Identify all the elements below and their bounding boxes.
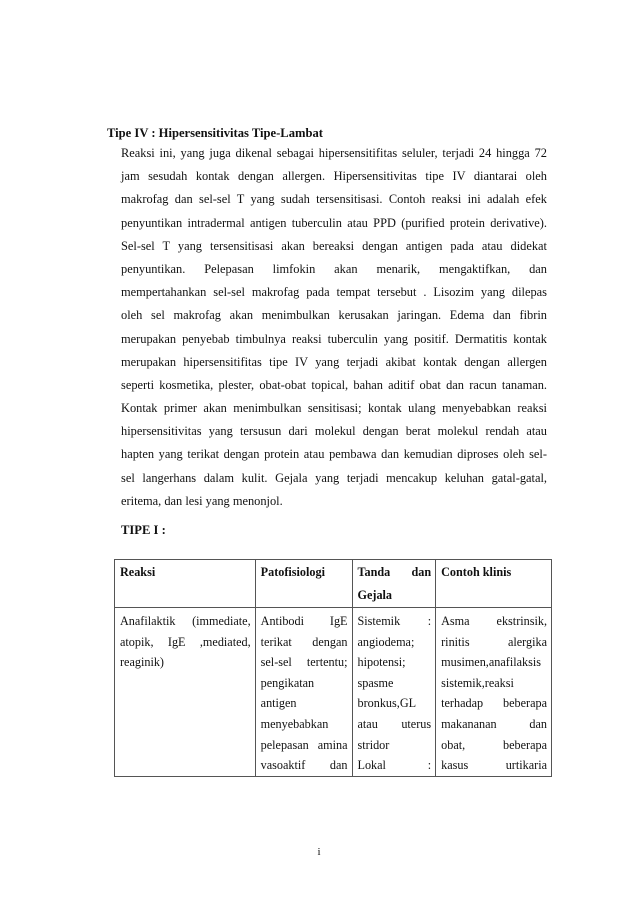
paragraph-line: sel langerhans dalam kulit. Gejala yang terjadi mencakup keluhan gatal-gatal, [121, 470, 547, 485]
paragraph-line: jam sesudah kontak dengan allergen. Hipersensitivitas tipe IV diantarai oleh [121, 169, 547, 184]
paragraph-line: penyuntikan intradermal antigen tuberculin atau PPD (purified protein derivative). [121, 215, 547, 230]
cell-reaksi: Anafilaktik (immediate, atopik, IgE ,mediated, reaginik) [115, 608, 256, 777]
paragraph-line: merupakan penyebab timbulnya reaksi tuberculin yang positif. Dermatitis kontak [121, 331, 547, 346]
paragraph-line: Sel-sel T yang tersensitisasi akan bereaksi dengan antigen pada atau didekat [121, 238, 547, 253]
paragraph-line: hapten yang terikat dengan protein atau pembawa dan kemudian diproses oleh sel- [121, 447, 547, 462]
cell-patofisiologi: Antibodi IgE terikat dengan sel-sel tertentu; pengikatan antigen menyebabkan pelepasan amina vasoaktif dan [255, 608, 352, 777]
paragraph-line: seperti kosmetika, plester, obat-obat topical, bahan aditif obat dan racun tanaman. [121, 377, 547, 392]
cell-contoh-klinis: Asma ekstrinsik, rinitis alergika musimen,anafilaksis sistemik,reaksi terhadap beberapa makananan dan obat, beberapa kasus urtikaria [436, 608, 552, 777]
section-heading-tipe-i: TIPE I : [121, 523, 166, 537]
table-header-row [115, 560, 552, 608]
paragraph-line: Reaksi ini, yang juga dikenal sebagai hipersensitifitas seluler, terjadi 24 hingga 72 [121, 146, 547, 160]
paragraph-line: hipersensitivitas yang tersusun dari molekul dengan berat molekul rendah atau [121, 424, 547, 439]
paragraph-line: makrofag dan sel-sel T yang sudah tersensitisasi. Contoh reaksi ini adalah efek [121, 192, 547, 207]
paragraph-line: oleh sel makrofag akan menimbulkan kerusakan jaringan. Edema dan fibrin [121, 308, 547, 323]
page-number: i [317, 846, 321, 858]
paragraph-line: mempertahankan sel-sel makrofag pada tempat tersebut . Lisozim yang dilepas [121, 285, 547, 300]
header-reaksi: Reaksi [115, 560, 256, 608]
paragraph-line: eritema, dan lesi yang menonjol. [121, 493, 283, 508]
header-patofisiologi: Patofisiologi [255, 560, 352, 608]
section-heading-tipe-iv: Tipe IV : Hipersensitivitas Tipe-Lambat [107, 126, 323, 140]
paragraph-line: merupakan hipersensitifitas tipe IV yang terjadi akibat kontak dengan allergen [121, 354, 547, 369]
cell-tanda-gejala: Sistemik : angiodema; hipotensi; spasme bronkus,GL atau uterus stridor Lokal : [352, 608, 436, 777]
body-paragraph [121, 142, 547, 513]
header-contoh-klinis: Contoh klinis [436, 560, 552, 608]
tipe-i-table [114, 559, 552, 777]
header-tanda-gejala: Tanda dan Gejala [352, 560, 436, 608]
table-row [115, 608, 552, 777]
paragraph-line: Kontak primer akan menimbulkan sensitisasi; kontak ulang menyebabkan reaksi [121, 401, 547, 416]
paragraph-line: penyuntikan. Pelepasan limfokin akan menarik, mengaktifkan, dan [121, 261, 547, 276]
